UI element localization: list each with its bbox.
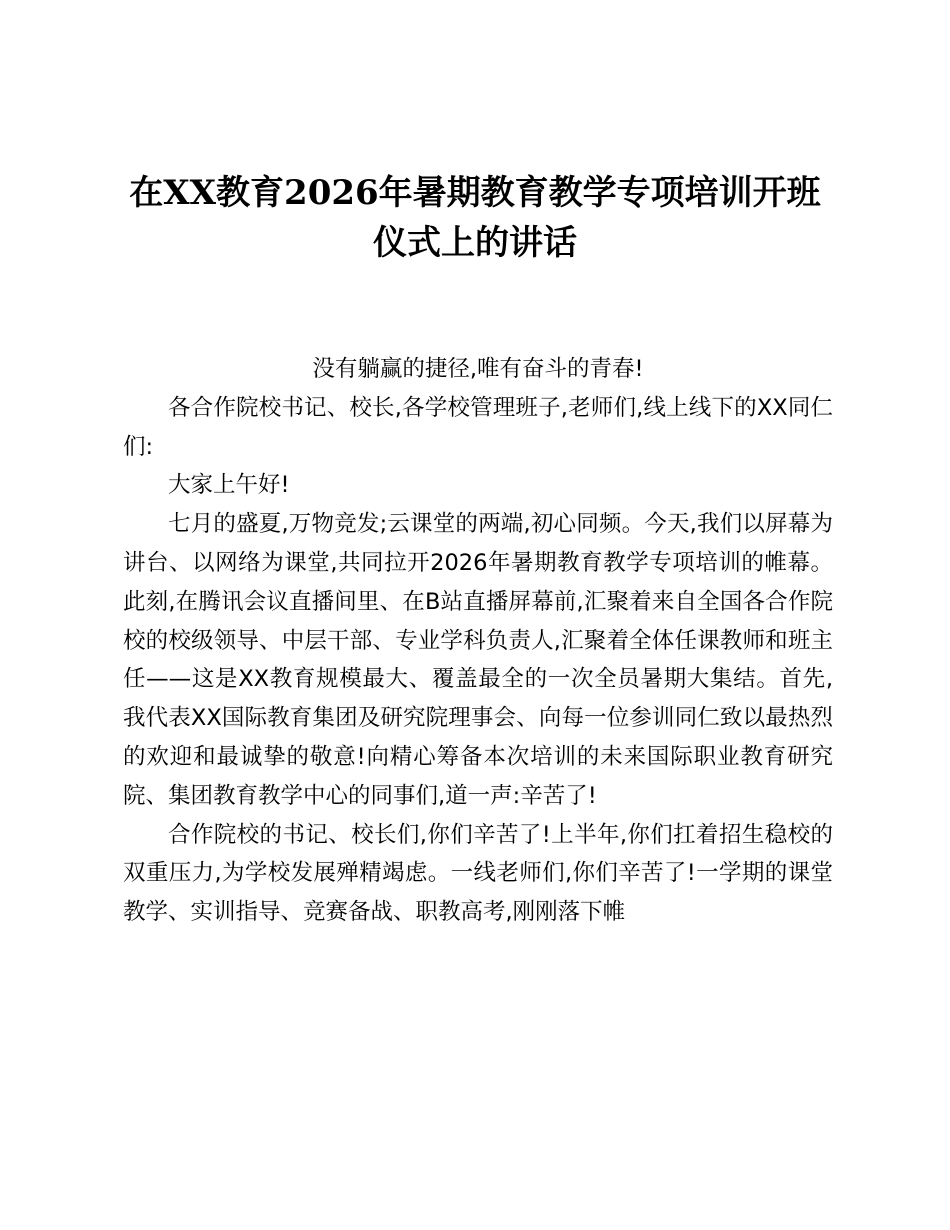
opening-paragraph: 七月的盛夏,万物竞发;云课堂的两端,初心同频。今天,我们以屏幕为讲台、以网络为课堂,共同拉开2026年暑期教育教学专项培训的帷幕。此刻,在腾讯会议直播间里、在B站直播屏幕前,汇聚着来自全国各合作院校的校级领导、中层干部、专业学科负责人,汇聚着全体任课教师和班主任——这是XX教育规模最大、覆盖最全的一次全员暑期大集结。首先,我代表XX国际教育集团及研究院理事会、向每一位参训同仁致以最热烈的欢迎和最诚挚的敬意!向精心筹备本次培训的未来国际职业教育研究院、集团教育教学中心的同事们,道一声:辛苦了! [123, 511, 833, 809]
document-title: 在XX教育2026年暑期教育教学专项培训开班仪式上的讲话 [129, 173, 821, 263]
motto-line: 没有躺赢的捷径,唯有奋斗的青春! [312, 356, 644, 382]
document-body [123, 350, 833, 932]
greeting-paragraph: 大家上午好! [168, 472, 290, 499]
salutation-paragraph: 各合作院校书记、校长,各学校管理班子,老师们,线上线下的XX同仁们: [123, 394, 833, 460]
thanks-paragraph: 合作院校的书记、校长们,你们辛苦了!上半年,你们扛着招生稳校的双重压力,为学校发展殚精竭虑。一线老师们,你们辛苦了!一学期的课堂教学、实训指导、竞赛备战、职教高考,刚刚落下帷 [123, 821, 833, 926]
